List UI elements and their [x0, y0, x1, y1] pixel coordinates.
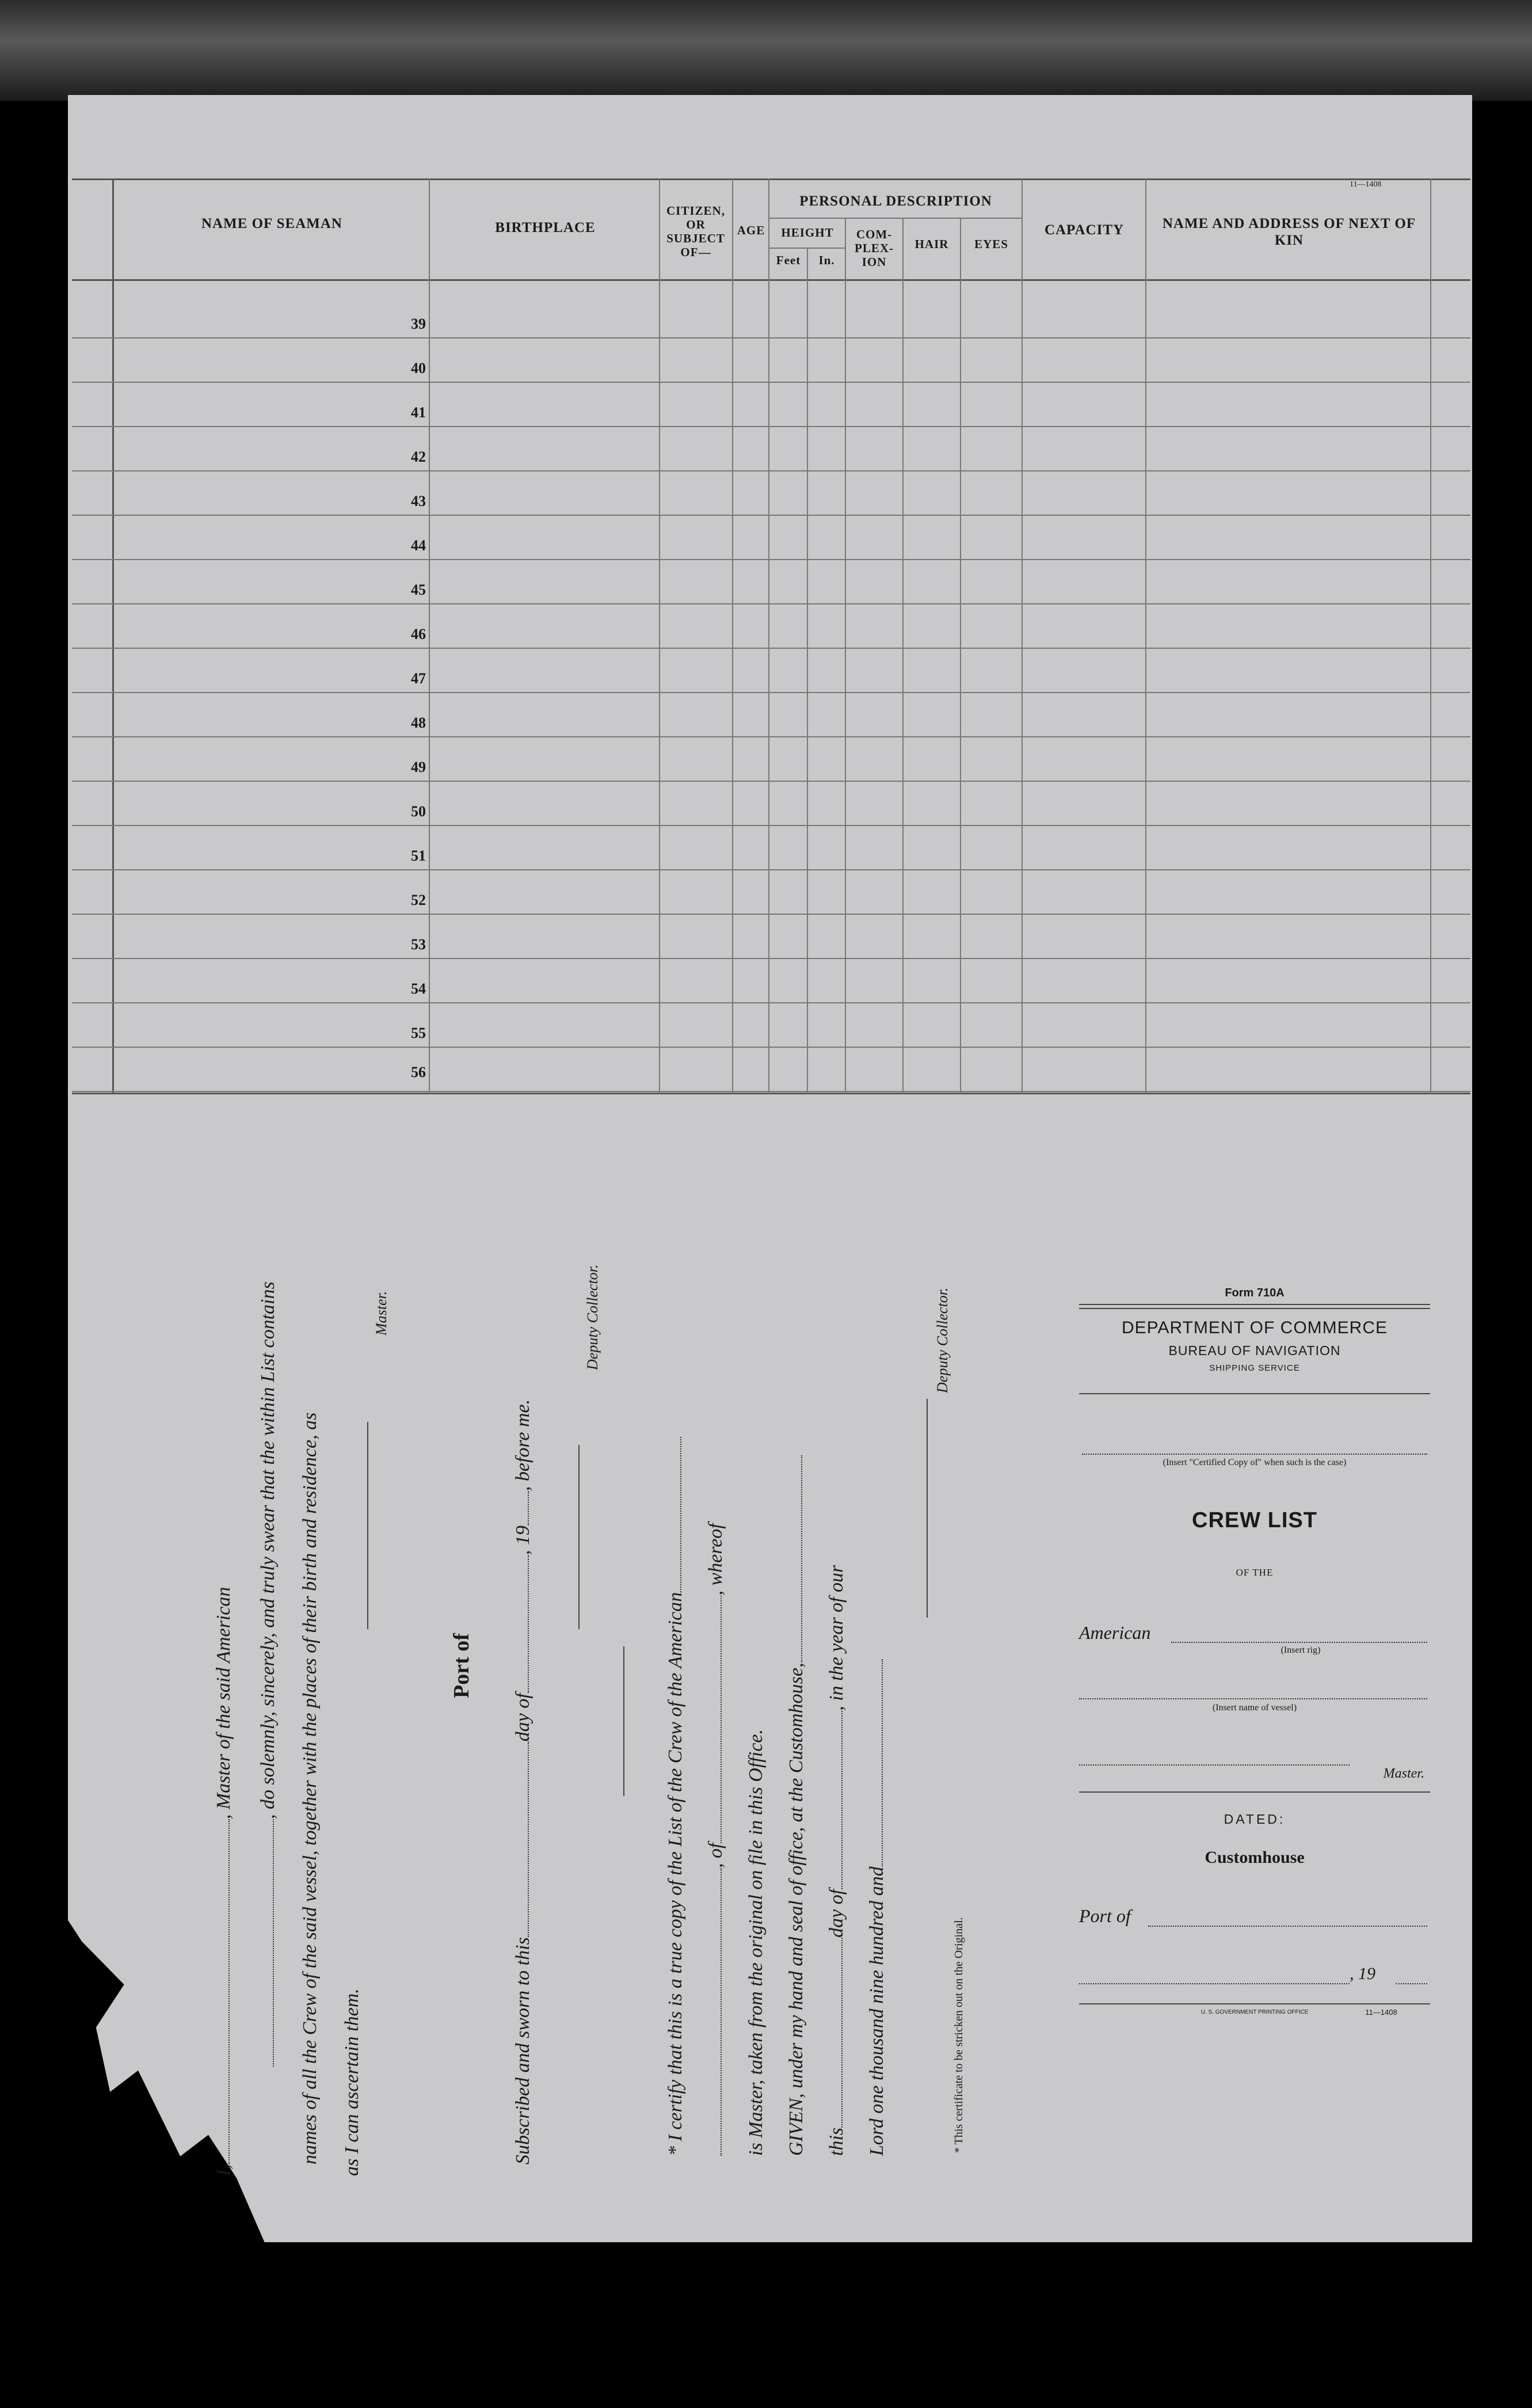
cover-port-of-label: Port of — [1079, 1905, 1131, 1926]
col-line-hair — [960, 218, 961, 1094]
row-number: 42 — [411, 448, 426, 465]
scanner-edge — [0, 0, 1532, 101]
row-number: 55 — [411, 1025, 426, 1041]
customhouse-label: Customhouse — [1205, 1848, 1305, 1867]
department-title: DEPARTMENT OF COMMERCE — [1121, 1318, 1388, 1337]
header-inches: In. — [818, 253, 835, 267]
col-line-capacity — [1145, 178, 1146, 1094]
certified-copy-line — [1082, 1454, 1427, 1455]
deputy-collector-label-2: Deputy Collector. — [934, 1287, 951, 1393]
table-row — [72, 603, 1470, 604]
table-row — [72, 736, 1470, 737]
row-number: 52 — [411, 892, 426, 908]
insert-rig-note: (Insert rig) — [1281, 1645, 1321, 1655]
master-signature-line — [367, 1422, 368, 1629]
oath-line-3: names of all the Crew of the said vessel, together with the places of their birth and residence, as — [299, 1412, 321, 2164]
cover-master-label: Master. — [1383, 1766, 1424, 1781]
oath-line-1: I,, Master of the said American — [213, 1587, 234, 2176]
col-line-left — [112, 178, 114, 1094]
port-divider-line — [623, 1646, 624, 1796]
row-number: 48 — [411, 714, 426, 731]
dated-label: DATED: — [1224, 1812, 1286, 1827]
table-row — [72, 958, 1470, 959]
american-label: American — [1079, 1622, 1151, 1643]
table-row — [72, 470, 1470, 471]
row-number: 41 — [411, 404, 426, 421]
cover-rule-3 — [1079, 1393, 1430, 1394]
header-age: AGE — [737, 223, 765, 237]
header-capacity: CAPACITY — [1044, 222, 1125, 238]
cover-rule-4 — [1079, 1791, 1430, 1793]
col-line-right — [1430, 178, 1431, 1094]
master-name-line — [1079, 1764, 1350, 1766]
header-complexion: COM-PLEX-ION — [855, 227, 894, 269]
row-number: 44 — [411, 537, 426, 554]
table-row — [72, 648, 1470, 649]
table-row — [72, 1047, 1470, 1048]
header-next-of-kin: NAME AND ADDRESS OF NEXT OF KIN — [1162, 216, 1416, 248]
table-row — [72, 382, 1470, 383]
table-header-bottom — [72, 279, 1470, 281]
header-height: HEIGHT — [781, 226, 834, 239]
table-row — [72, 1091, 1470, 1092]
col-line-citizen — [732, 178, 733, 1094]
oath-line-4: as I can ascertain them. — [341, 1988, 363, 2176]
cover-year-label: , 19 — [1350, 1964, 1375, 1983]
row-number: 56 — [411, 1064, 426, 1081]
certificate-footnote: * This certificate to be stricken out on the Original. — [952, 1917, 965, 2153]
table-row — [72, 559, 1470, 560]
certificate-line-5: Lord one thousand nine hundred and — [866, 1659, 888, 2156]
cover-rule-1 — [1079, 1304, 1430, 1305]
form-label: Form 710A — [1225, 1287, 1285, 1299]
port-of-label: Port of — [449, 1633, 474, 1698]
table-row — [72, 515, 1470, 516]
table-row — [72, 692, 1470, 693]
row-number: 51 — [411, 847, 426, 864]
printer-label: U. S. GOVERNMENT PRINTING OFFICE — [1201, 2009, 1309, 2015]
year-line — [1396, 1983, 1427, 1984]
certificate-line-2: is Master, taken from the original on file in this Office. — [745, 1729, 767, 2156]
table-row — [72, 1002, 1470, 1003]
row-number: 47 — [411, 670, 426, 687]
insert-certified-note: (Insert "Certified Copy of" when such is the case) — [1163, 1458, 1347, 1467]
master-label: Master. — [373, 1291, 390, 1336]
row-number: 50 — [411, 803, 426, 820]
form-number: 11—1408 — [1350, 180, 1382, 189]
row-number: 39 — [411, 315, 426, 332]
table-row — [72, 337, 1470, 338]
table-row — [72, 869, 1470, 870]
personal-desc-underline — [768, 218, 1022, 219]
col-line-inches — [845, 218, 846, 1094]
vessel-name-line — [1079, 1698, 1427, 1699]
table-row — [72, 914, 1470, 915]
col-line-feet — [807, 248, 808, 1094]
rig-line — [1171, 1642, 1427, 1643]
bureau-title: BUREAU OF NAVIGATION — [1168, 1343, 1341, 1358]
header-name-of-seaman: NAME OF SEAMAN — [201, 216, 342, 231]
col-line-birthplace — [659, 178, 660, 1094]
certificate-line-4: thisday of, in the year of our — [826, 1565, 847, 2156]
oath-line-2: , do solemnly, sincerely, and truly swear that the within List contains — [257, 1281, 279, 2067]
header-feet: Feet — [776, 253, 801, 267]
row-number: 45 — [411, 581, 426, 598]
deputy-signature-line-1 — [578, 1445, 580, 1629]
insert-vessel-note: (Insert name of vessel) — [1212, 1703, 1297, 1713]
certificate-line-3: GIVEN, under my hand and seal of office, at the Customhouse, — [786, 1455, 807, 2156]
col-line-eyes — [1022, 178, 1023, 1094]
header-citizen: CITIZEN, OR SUBJECT OF— — [666, 204, 725, 260]
col-line-complexion — [902, 218, 904, 1094]
certificate-line-1: * I certify that this is a true copy of the List of the Crew of the American — [665, 1437, 687, 2156]
deputy-collector-label-1: Deputy Collector. — [584, 1264, 601, 1370]
table-row — [72, 781, 1470, 782]
row-number: 54 — [411, 980, 426, 997]
col-line-name — [429, 178, 430, 1094]
table-bottom-border — [72, 1093, 1470, 1094]
col-line-age — [768, 178, 769, 1094]
table-row — [72, 825, 1470, 826]
form-code-label: 11—1408 — [1365, 2008, 1397, 2017]
cover-rule-5 — [1079, 2003, 1430, 2004]
table-top-border — [72, 178, 1470, 180]
header-personal-description: PERSONAL DESCRIPTION — [799, 193, 992, 209]
row-number: 49 — [411, 759, 426, 775]
row-number: 46 — [411, 626, 426, 642]
of-the-label: OF THE — [1236, 1567, 1274, 1578]
port-line — [1148, 1926, 1427, 1927]
crew-list-title: CREW LIST — [1192, 1508, 1317, 1532]
certificate-line-of: , of, whereof — [705, 1523, 727, 2156]
cover-rule-2 — [1079, 1308, 1430, 1309]
row-number: 43 — [411, 493, 426, 509]
deputy-signature-line-2 — [927, 1399, 928, 1618]
subscribed-line: Subscribed and sworn to thisday of, 19, before me. — [512, 1399, 533, 2164]
header-birthplace: BIRTHPLACE — [495, 220, 596, 235]
header-hair: HAIR — [914, 237, 949, 251]
row-number: 53 — [411, 936, 426, 953]
service-title: SHIPPING SERVICE — [1209, 1363, 1300, 1373]
table-row — [72, 426, 1470, 427]
row-number: 40 — [411, 360, 426, 376]
date-line — [1079, 1983, 1350, 1984]
header-eyes: EYES — [974, 237, 1008, 251]
